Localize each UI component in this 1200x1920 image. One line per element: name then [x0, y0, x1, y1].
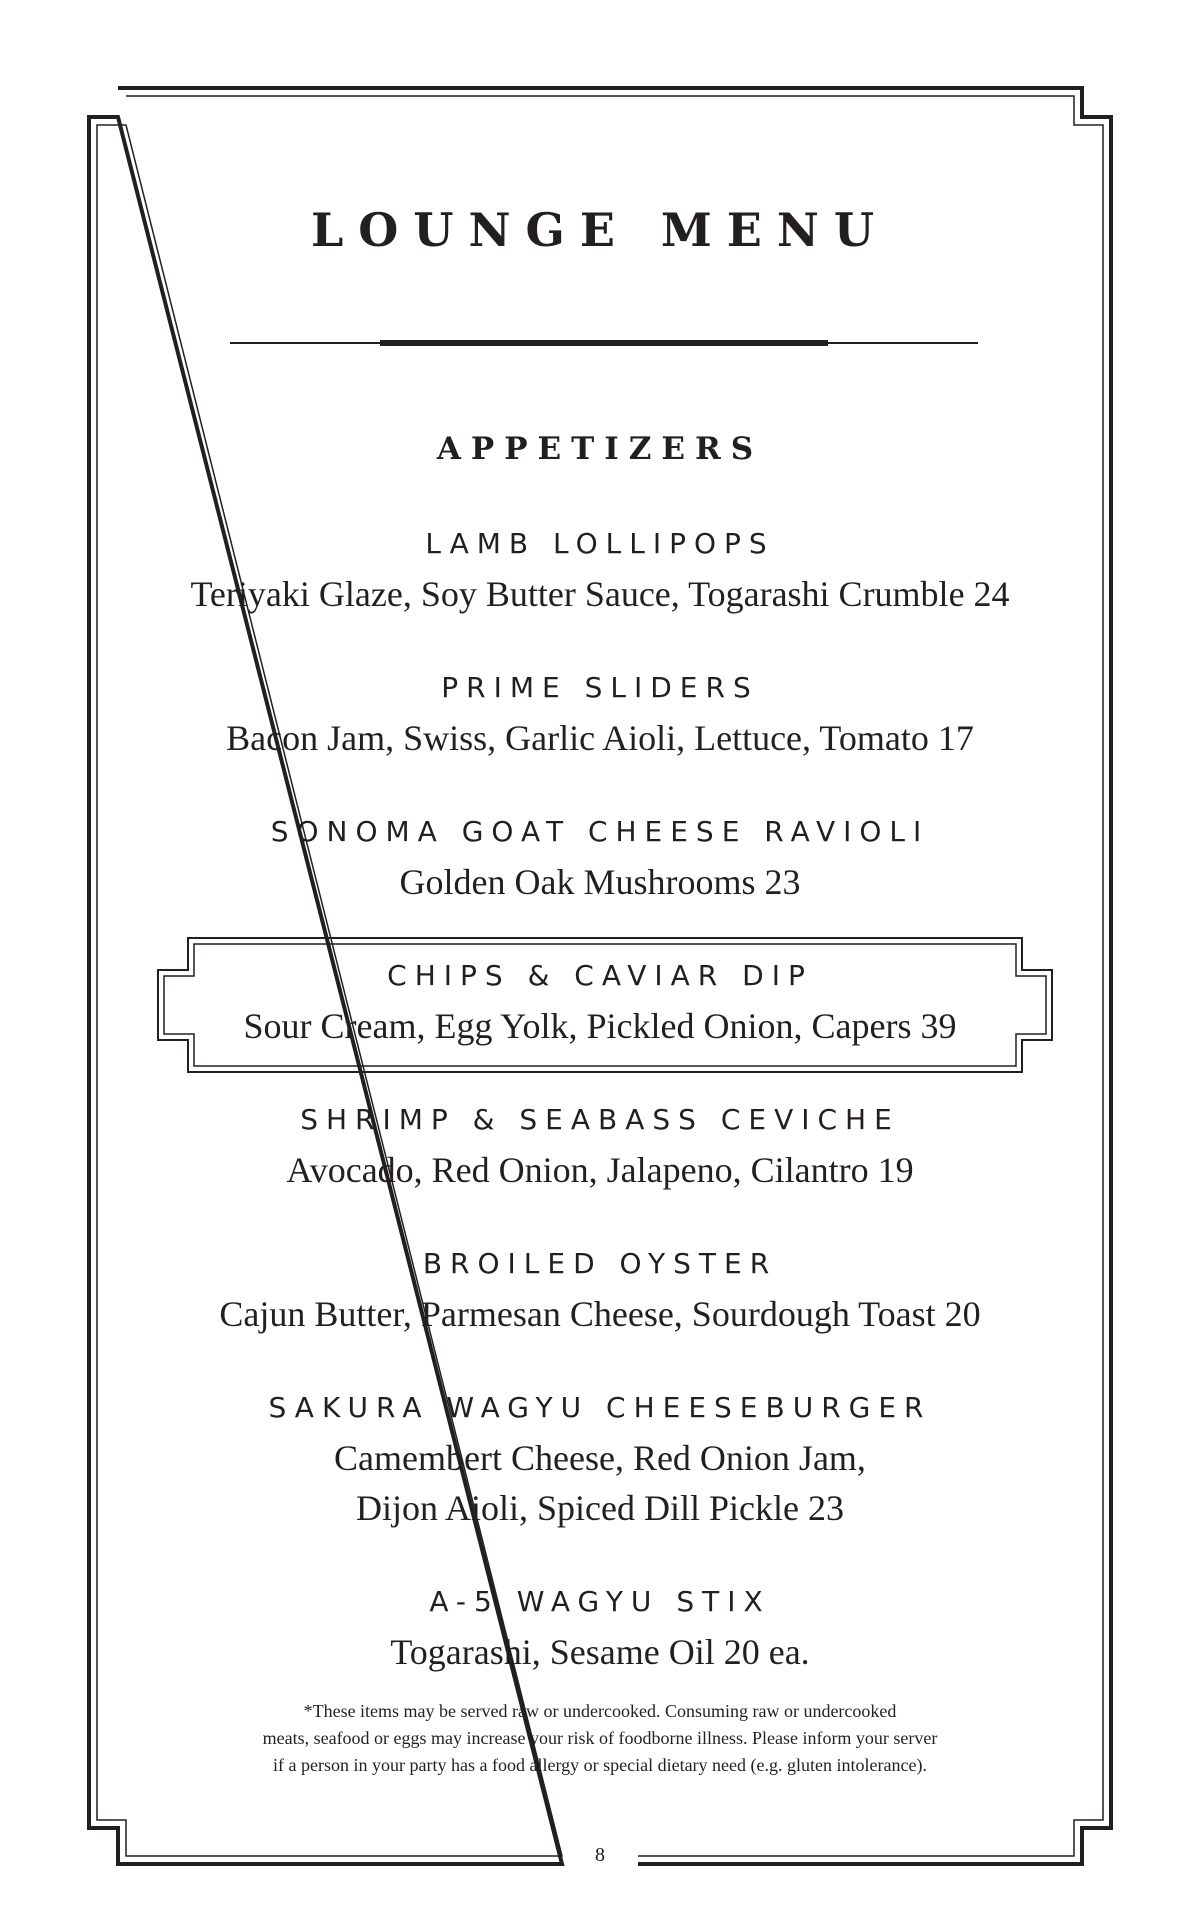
menu-title: LOUNGE MENU [310, 203, 890, 257]
menu-item-description: Teriyaki Glaze, Soy Butter Sauce, Togarashi Crumble 24 [190, 574, 1010, 614]
menu-item-description: Bacon Jam, Swiss, Garlic Aioli, Lettuce, Tomato 17 [226, 718, 974, 758]
featured-item-description: Sour Cream, Egg Yolk, Pickled Onion, Capers 39 [243, 1006, 957, 1046]
menu-item-name: SHRIMP & SEABASS CEVICHE [300, 1103, 900, 1136]
menu-item-description: Togarashi, Sesame Oil 20 ea. [390, 1632, 810, 1672]
menu-item-description-line1: Camembert Cheese, Red Onion Jam, [334, 1438, 866, 1478]
disclaimer-line: if a person in your party has a food allergy or special dietary need (e.g. gluten intolerance). [273, 1755, 927, 1775]
menu-item-name: A-5 WAGYU STIX [429, 1585, 771, 1618]
menu-item-description: Cajun Butter, Parmesan Cheese, Sourdough Toast 20 [219, 1294, 981, 1334]
menu-item-name: SONOMA GOAT CHEESE RAVIOLI [270, 815, 930, 848]
food-safety-disclaimer [200, 1698, 1000, 1779]
disclaimer-line: meats, seafood or eggs may increase your risk of foodborne illness. Please inform your server [262, 1728, 938, 1748]
menu-item-name: BROILED OYSTER [422, 1247, 778, 1280]
menu-item-name: LAMB LOLLIPOPS [425, 527, 775, 560]
menu-item-description: Avocado, Red Onion, Jalapeno, Cilantro 19 [286, 1150, 914, 1190]
disclaimer-line: *These items may be served raw or undercooked. Consuming raw or undercooked [303, 1701, 897, 1721]
menu-item-name: PRIME SLIDERS [441, 671, 759, 704]
menu-item-description-line2: Dijon Aioli, Spiced Dill Pickle 23 [356, 1488, 844, 1528]
featured-item-name: CHIPS & CAVIAR DIP [387, 959, 813, 992]
menu-item-name: SAKURA WAGYU CHEESEBURGER [268, 1391, 932, 1424]
page-number: 8 [595, 1844, 605, 1866]
menu-item-description: Golden Oak Mushrooms 23 [399, 862, 801, 902]
section-title-appetizers: APPETIZERS [436, 431, 764, 467]
